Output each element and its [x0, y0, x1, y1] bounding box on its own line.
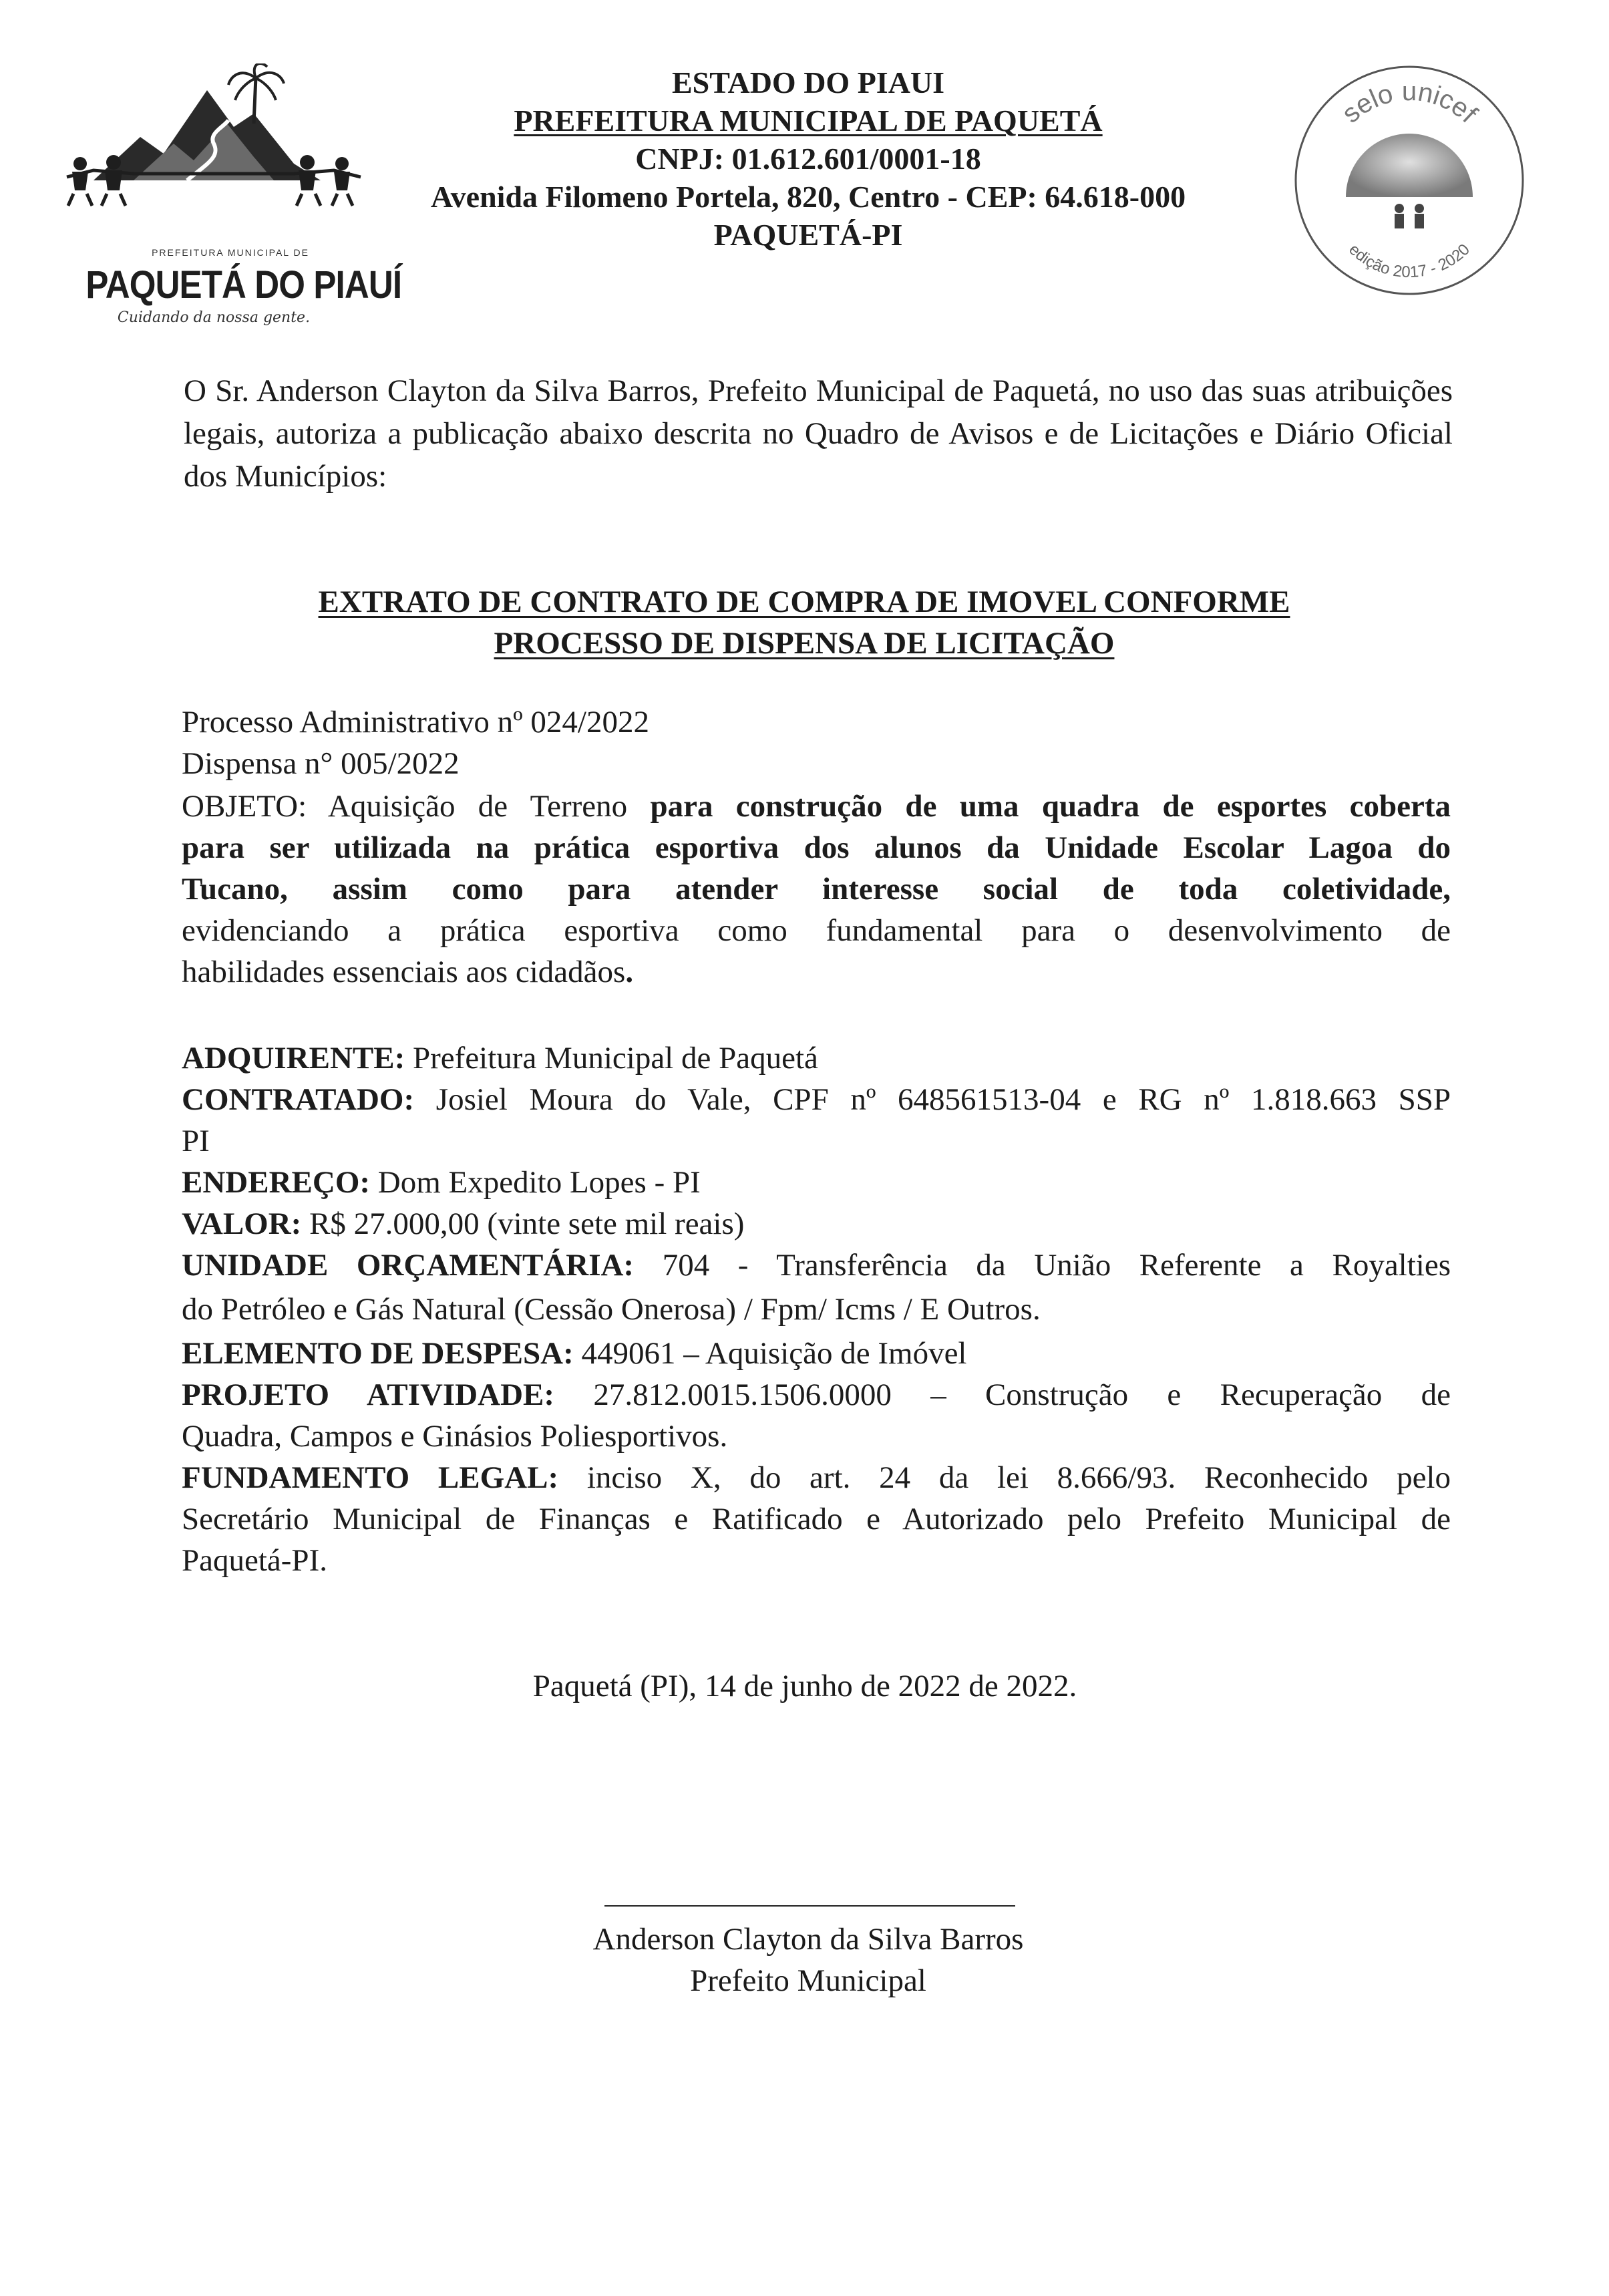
elemento-value: 449061 – Aquisição de Imóvel [581, 1336, 967, 1371]
endereco-value: Dom Expedito Lopes - PI [377, 1165, 701, 1200]
municipality-logo [53, 63, 402, 326]
process-section [182, 701, 1451, 993]
place-date: Paquetá (PI), 14 de junho de 2022 de 2022. [532, 1669, 1077, 1703]
objeto-text-5: habilidades essenciais aos cidadãos [182, 955, 626, 989]
unidade-row [182, 1245, 1451, 1286]
projeto-label: PROJETO ATIVIDADE: [182, 1377, 555, 1412]
mountain-people-emblem-icon [53, 63, 367, 257]
logo-small-caption: PREFEITURA MUNICIPAL DE [152, 247, 309, 258]
unidade-value: 704 - Transferência da União Referente a Royalties [662, 1248, 1451, 1283]
unidade-row-cont: do Petróleo e Gás Natural (Cessão Onerosa) / Fpm/ Icms / E Outros. [182, 1292, 1041, 1327]
header-state: ESTADO DO PIAUI [671, 65, 945, 100]
details-section [182, 1037, 1451, 1581]
fundamento-value: inciso X, do art. 24 da lei 8.666/93. Reconhecido pelo [586, 1460, 1451, 1495]
signer-name: Anderson Clayton da Silva Barros [592, 1922, 1024, 1957]
endereco-label: ENDEREÇO: [182, 1165, 371, 1200]
fundamento-label: FUNDAMENTO LEGAL: [182, 1460, 559, 1495]
objeto-line-2 [182, 827, 1451, 868]
projeto-row-cont: Quadra, Campos e Ginásios Poliesportivos. [182, 1419, 728, 1454]
adquirente-value: Prefeitura Municipal de Paquetá [413, 1041, 818, 1076]
document-title [200, 581, 1408, 664]
projeto-value: 27.812.0015.1506.0000 – Construção e Recuperação de [593, 1377, 1451, 1412]
header-prefeitura: PREFEITURA MUNICIPAL DE PAQUETÁ [514, 104, 1103, 138]
signature-line [604, 1905, 1015, 1907]
unidade-label: UNIDADE ORÇAMENTÁRIA: [182, 1248, 635, 1283]
objeto-bold-1: para construção de uma quadra de esportes coberta [650, 789, 1451, 824]
objeto-line-3 [182, 868, 1451, 910]
logo-name: PAQUETÁ DO PIAUÍ [85, 263, 402, 307]
objeto-plain: Aquisição de Terreno [327, 789, 628, 824]
contratado-label: CONTRATADO: [182, 1082, 415, 1117]
intro-paragraph: O Sr. Anderson Clayton da Silva Barros, Prefeito Municipal de Paquetá, no uso das suas atribuições legais, autoriza a publicação abaixo descrita no Quadro de Avisos e de Licitações e Diário Oficial dos Municípios: [184, 373, 1453, 494]
objeto-line-4: evidenciando a prática esportiva como fundamental para o desenvolvimento de [182, 913, 1451, 948]
objeto-bold-3: Tucano, assim como para atender interesse social de toda coletividade, [182, 872, 1451, 907]
signature-block [468, 1919, 1149, 2001]
fundamento-row [182, 1457, 1451, 1498]
contratado-value: Josiel Moura do Vale, CPF nº 648561513-04 e RG nº 1.818.663 SSP [435, 1082, 1451, 1117]
objeto-label: OBJETO: [182, 789, 307, 824]
objeto-bold-2: para ser utilizada na prática esportiva dos alunos da Unidade Escolar Lagoa do [182, 830, 1451, 865]
title-line-1: EXTRATO DE CONTRATO DE COMPRA DE IMOVEL CONFORME [318, 585, 1290, 619]
contratado-row-cont: PI [182, 1124, 210, 1158]
header-cnpj: CNPJ: 01.612.601/0001-18 [635, 142, 981, 176]
unicef-seal-icon [1289, 60, 1530, 301]
elemento-row [182, 1333, 1451, 1374]
header-text [374, 63, 1242, 254]
signer-role: Prefeito Municipal [690, 1963, 926, 1998]
objeto-line-1 [182, 786, 1451, 827]
document-header [0, 0, 1609, 326]
header-city: PAQUETÁ-PI [713, 218, 903, 252]
seal-top-text: selo unicef [1336, 77, 1483, 129]
logo-slogan: Cuidando da nossa gente. [117, 309, 311, 326]
objeto-line-5 [182, 951, 1451, 993]
adquirente-label: ADQUIRENTE: [182, 1041, 405, 1076]
title-line-2: PROCESSO DE DISPENSA DE LICITAÇÃO [494, 626, 1115, 661]
header-address: Avenida Filomeno Portela, 820, Centro - CEP: 64.618-000 [430, 180, 1186, 214]
contratado-row [182, 1079, 1451, 1120]
elemento-label: ELEMENTO DE DESPESA: [182, 1336, 574, 1371]
objeto-end-period: . [625, 955, 634, 989]
endereco-row [182, 1162, 1451, 1203]
adquirente-row [182, 1037, 1451, 1079]
valor-row [182, 1203, 1451, 1245]
process-administrativo: Processo Administrativo nº 024/2022 [182, 705, 649, 740]
seal-bottom-text: edição 2017 - 2020 [1345, 240, 1473, 282]
fundamento-row-cont: Secretário Municipal de Finanças e Ratificado e Autorizado pelo Prefeito Municipal de [182, 1502, 1451, 1536]
valor-label: VALOR: [182, 1206, 302, 1241]
projeto-row [182, 1374, 1451, 1416]
fundamento-row-end: Paquetá-PI. [182, 1543, 327, 1578]
process-dispensa: Dispensa n° 005/2022 [182, 746, 460, 781]
valor-value: R$ 27.000,00 (vinte sete mil reais) [309, 1206, 745, 1241]
